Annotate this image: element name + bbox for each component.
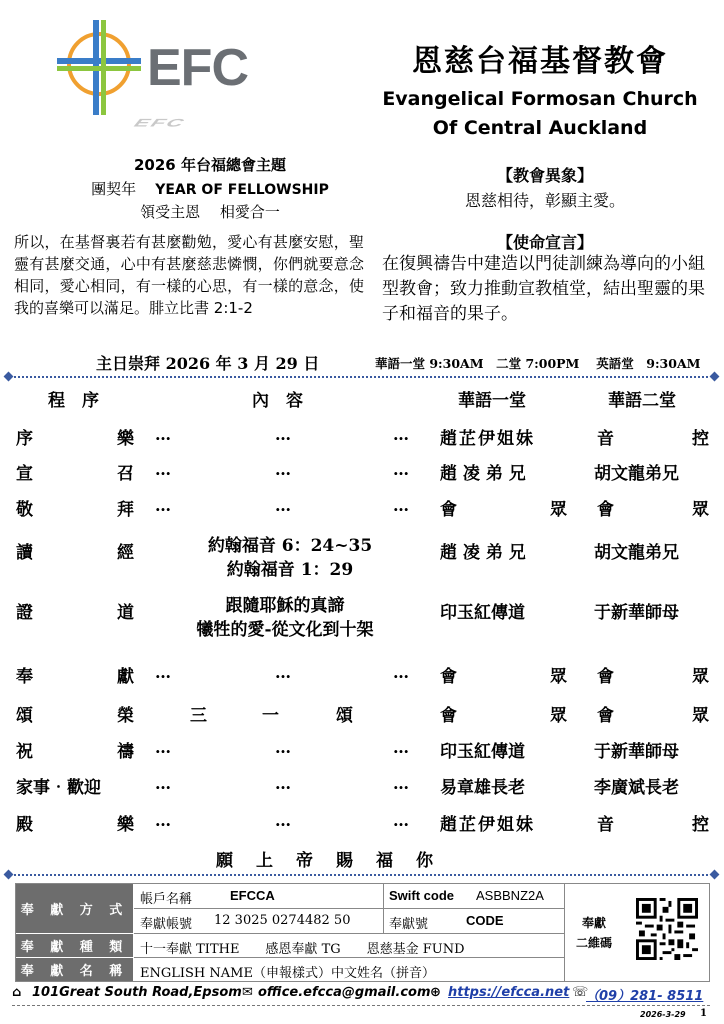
account-number-value: 12 3025 0274482 50 (214, 913, 351, 928)
person-service2-b: 眾 (692, 667, 709, 687)
dots: … (155, 460, 171, 479)
doxology-char: 三 (190, 706, 207, 726)
dots: … (275, 738, 291, 757)
item-char: 獻 (117, 667, 134, 687)
logo-text: EFC (147, 39, 248, 97)
cross-logo-icon (55, 18, 145, 118)
offering-method-label: 奉 獻 方 式 (16, 884, 133, 933)
theme-line1 (60, 178, 360, 199)
offering-name-format: ENGLISH NAME（申報樣式）中文姓名（拼音） (140, 966, 435, 981)
divider-top (14, 376, 708, 378)
church-name-chinese: 恩慈台福基督教會 (412, 44, 668, 79)
person-service2-a: 會 (597, 667, 614, 687)
item-char: 序 (16, 429, 33, 449)
person-service2-a: 會 (597, 706, 614, 726)
person-service2-a: 會 (597, 500, 614, 520)
account-name-label: 帳戶名稱 (140, 892, 193, 907)
item-char: 榮 (117, 706, 134, 726)
person-service2-b: 眾 (692, 500, 709, 520)
col-divider (383, 884, 384, 933)
person-service1: 印玉紅傳道 (440, 603, 525, 623)
doxology-char: 一 (262, 706, 279, 726)
qr-code-icon[interactable] (636, 898, 698, 960)
theme-title: 2026 年台福總會主題 (134, 156, 286, 174)
col-divider (564, 884, 565, 981)
theme-line1-zh: 團契年 (91, 180, 137, 198)
footer-divider (12, 1005, 710, 1006)
offering-info-box (15, 883, 710, 982)
sermon-title-line1: 跟隨耶穌的真諦 (225, 596, 345, 616)
mission-heading: 【使命宣言】 (496, 233, 593, 252)
doxology-char: 頌 (336, 706, 353, 726)
item-char: 召 (117, 464, 134, 484)
reading-line1: 約翰福音 6：24~35 (207, 536, 373, 556)
worship-date-title: 主日崇拜 2026 年 3 月 29 日 (96, 354, 320, 373)
account-number-label: 奉獻帳號 (140, 917, 193, 932)
person-service2: 李廣斌長老 (594, 778, 679, 798)
dots: … (275, 496, 291, 515)
church-name-english-line1: Evangelical Formosan Church (382, 88, 698, 110)
person-service2: 于新華師母 (594, 603, 679, 623)
theme-line2: 領受主恩 相愛合一 (140, 203, 280, 221)
offering-name-label: 奉 獻 名 稱 (16, 958, 133, 981)
header-order: 程 序 (48, 391, 99, 411)
row-divider (134, 908, 564, 909)
item-char: 樂 (117, 429, 134, 449)
item-char: 拜 (117, 500, 134, 520)
item-char: 道 (117, 603, 134, 623)
dots: … (393, 663, 409, 682)
dots: … (393, 425, 409, 444)
dots: … (275, 663, 291, 682)
dots: … (393, 811, 409, 830)
dots: … (393, 738, 409, 757)
row-divider (134, 933, 564, 934)
account-name-value: EFCCA (230, 888, 275, 903)
person-service1-b: 眾 (550, 500, 567, 520)
item-char: 證 (16, 603, 33, 623)
person-service1-b: 眾 (550, 667, 567, 687)
dots: … (155, 663, 171, 682)
diamond-icon (4, 870, 14, 880)
swift-code-value: ASBBNZ2A (476, 888, 544, 903)
person-service2: 胡文龍弟兄 (594, 464, 679, 484)
person-service2-a: 音 (597, 429, 614, 449)
page-number: 1 (700, 1008, 707, 1019)
item-char: 樂 (117, 815, 134, 835)
person-service1: 趙芷伊姐妹 (440, 429, 535, 449)
diamond-icon (710, 372, 720, 382)
divider-bottom (14, 874, 708, 876)
person-service1-b: 眾 (550, 706, 567, 726)
blessing-text: 願 上 帝 賜 福 你 (216, 851, 436, 871)
reading-line2: 約翰福音 1：29 (226, 560, 354, 580)
offering-types: 十一奉獻 TITHE 感恩奉獻 TG 恩慈基金 FUND (140, 942, 465, 957)
item-char: 讀 (16, 543, 33, 563)
dots: … (393, 460, 409, 479)
person-service2-b: 控 (692, 815, 709, 835)
website-link[interactable]: https://efcca.net (448, 985, 570, 1000)
qr-caption-2: 二維碼 (576, 936, 613, 950)
item-char: 頌 (16, 706, 33, 726)
phone-number[interactable]: （09）281- 8511 (586, 989, 704, 1004)
email-icon: ✉ (242, 985, 253, 1000)
dots: … (275, 425, 291, 444)
offering-type-label: 奉 獻 種 類 (16, 934, 133, 957)
offering-number-label: 奉獻號 (389, 917, 429, 932)
person-service2: 于新華師母 (594, 742, 679, 762)
footer (12, 985, 712, 1007)
dots: … (155, 496, 171, 515)
person-service1-a: 會 (440, 706, 457, 726)
qr-caption-1: 奉獻 (582, 916, 607, 930)
item-char: 敬 (16, 500, 33, 520)
logo-shadow-text: EFC (129, 116, 191, 129)
issue-date: 2026-3-29 (640, 1010, 686, 1019)
person-service1: 印玉紅傳道 (440, 742, 525, 762)
dots: … (393, 774, 409, 793)
mission-text: 在復興禱告中建造以門徒訓練為導向的小組型教會；致力推動宣教植堂，結出聖靈的果子和福音的果子。 (382, 254, 705, 324)
person-service2: 胡文龍弟兄 (594, 543, 679, 563)
person-service1: 趙 凌 弟 兄 (440, 543, 526, 563)
header-content: 內 容 (252, 391, 303, 411)
header-service1: 華語一堂 (458, 391, 526, 411)
item-char: 奉 (16, 667, 33, 687)
swift-code-label: Swift code (389, 888, 455, 903)
dots: … (393, 496, 409, 515)
diamond-icon (710, 870, 720, 880)
church-logo (55, 18, 265, 138)
person-service1-a: 會 (440, 667, 457, 687)
person-service2-b: 控 (692, 429, 709, 449)
home-icon: ⌂ (12, 985, 22, 1000)
diamond-icon (4, 372, 14, 382)
item-char: 祝 (16, 742, 33, 762)
worship-times: 華語一堂 9:30AM 二堂 7:00PM 英語堂 9:30AM (375, 356, 701, 371)
sermon-title-line2: 犧牲的愛-從文化到十架 (196, 620, 374, 640)
address: 101Great South Road,Epsom (32, 985, 242, 1000)
item-char: 禱 (117, 742, 134, 762)
item-char: 殿 (16, 815, 33, 835)
vision-heading: 【教會異象】 (496, 166, 593, 185)
item-char: 經 (117, 543, 134, 563)
person-service1-a: 會 (440, 500, 457, 520)
dots: … (275, 811, 291, 830)
dots: … (275, 460, 291, 479)
row-divider (134, 957, 564, 958)
dots: … (275, 774, 291, 793)
dots: … (155, 738, 171, 757)
person-service2-b: 眾 (692, 706, 709, 726)
person-service1: 趙 凌 弟 兄 (440, 464, 526, 484)
person-service1: 易章雄長老 (440, 778, 525, 798)
church-name-english-line2: Of Central Auckland (432, 117, 648, 139)
item-label: 家事‧歡迎 (16, 778, 101, 798)
vision-text: 恩慈相待，彰顯主愛。 (464, 191, 625, 210)
theme-line1-en: YEAR OF FELLOWSHIP (155, 182, 329, 198)
dots: … (155, 774, 171, 793)
scripture-verse: 所以，在基督裏若有甚麼勸勉，愛心有甚麼安慰，聖靈有甚麼交通，心中有甚麼慈悲憐憫，你們就要意念相同，愛心相同，有一樣的心思，有一樣的意念，使我的喜樂可以滿足。腓立比書 2:1-2 (14, 233, 364, 317)
dots: … (155, 425, 171, 444)
person-service2-a: 音 (597, 815, 614, 835)
item-char: 宣 (16, 464, 33, 484)
header-service2: 華語二堂 (608, 391, 676, 411)
email[interactable]: office.efcca@gmail.com (258, 985, 431, 1000)
person-service1: 趙芷伊姐妹 (440, 815, 535, 835)
phone-icon: ☏ (572, 985, 589, 1000)
dots: … (155, 811, 171, 830)
globe-icon: ⊕ (430, 985, 441, 1000)
offering-number-value: CODE (466, 913, 504, 928)
